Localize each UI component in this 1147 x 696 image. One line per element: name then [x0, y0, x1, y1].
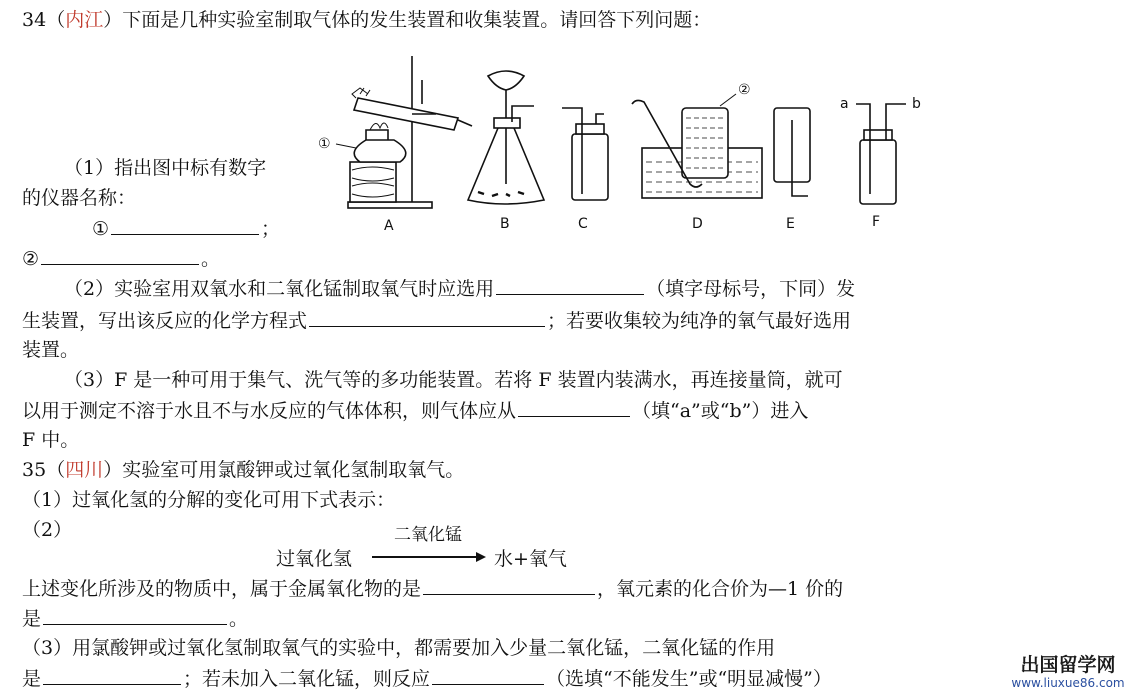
q35-intro: 实验室可用氯酸钾或过氧化氢制取氧气。: [122, 459, 465, 481]
watermark-url: www.liuxue86.com: [1011, 676, 1125, 690]
q35-region: 四川: [65, 459, 104, 481]
apparatus-figure: [300, 44, 940, 244]
answer-blank-8[interactable]: [43, 666, 181, 685]
label-c: C: [578, 216, 588, 232]
q35-title: 35（四川）实验室可用氯酸钾或过氧化氢制取氧气。: [22, 459, 465, 481]
q34-region: 内江: [65, 9, 104, 31]
apparatus-a: [336, 56, 472, 208]
q34-blank1-line: ① ；: [92, 218, 281, 240]
q35-part2-label: （2）: [22, 519, 73, 541]
label-f: F: [872, 214, 881, 230]
q34-title: 34（内江）下面是几种实验室制取气体的发生装置和收集装置。请回答下列问题：: [22, 9, 712, 31]
eq-reactant: 过氧化氢: [276, 548, 353, 570]
q35-part3-line2: 是 ；若未加入二氧化锰，则反应 （选填“不能发生”或“明显减慢”）: [22, 668, 832, 690]
apparatus-f: [856, 104, 906, 204]
answer-blank-1[interactable]: [111, 216, 259, 235]
reaction-arrow: [372, 550, 488, 564]
q35-number: 35: [22, 459, 47, 481]
q35-part1: （1）过氧化氢的分解的变化可用下式表示：: [22, 489, 396, 511]
answer-blank-4[interactable]: [309, 308, 545, 327]
port-b-label: b: [912, 96, 921, 112]
q34-number: 34: [22, 9, 47, 31]
answer-blank-6[interactable]: [423, 576, 595, 595]
q35-part2-line2: 是 。: [22, 608, 249, 630]
q35-part2-line1: 上述变化所涉及的物质中，属于金属氧化物的是 ，氧元素的化合价为—1 价的: [22, 578, 844, 600]
q34-part2-line1: （2）实验室用双氧水和二氧化锰制取氧气时应选用 （填字母标号，下同）发: [64, 278, 856, 300]
q34-part2-line3: 装置。: [22, 339, 80, 361]
answer-blank-3[interactable]: [496, 276, 644, 295]
answer-blank-2[interactable]: [41, 246, 199, 265]
answer-blank-7[interactable]: [43, 606, 227, 625]
q34-part2-line2: 生装置，写出该反应的化学方程式 ；若要收集较为纯净的氧气最好选用: [22, 310, 852, 332]
label-e: E: [786, 216, 795, 232]
eq-products: 水+氧气: [494, 548, 567, 570]
watermark-title: 出国留学网: [1020, 654, 1116, 676]
site-watermark: [993, 654, 1143, 694]
label-b: B: [500, 216, 510, 232]
q34-part1-a: （1）指出图中标有数字: [64, 157, 267, 179]
label-d: D: [692, 216, 703, 232]
q34-part3-line2: 以用于测定不溶于水且不与水反应的气体体积，则气体应从 （填“a”或“b”）进入: [22, 400, 809, 422]
q34-part3-line3: F 中。: [22, 429, 80, 451]
apparatus-d: [632, 94, 762, 198]
answer-blank-9[interactable]: [432, 666, 544, 685]
label-a: A: [384, 218, 394, 234]
q34-part3-line1: （3）F 是一种可用于集气、洗气等的多功能装置。若将 F 装置内装满水，再连接量筒，就可: [64, 369, 843, 391]
answer-blank-5[interactable]: [518, 398, 630, 417]
marker-2-label: ②: [738, 82, 751, 98]
q35-part3-line1: （3）用氯酸钾或过氧化氢制取氧气的实验中，都需要加入少量二氧化锰，二氧化锰的作用: [22, 637, 776, 659]
apparatus-c: [562, 108, 608, 200]
port-a-label: a: [840, 96, 849, 112]
eq-catalyst: 二氧化锰: [394, 525, 462, 545]
apparatus-b: [468, 71, 544, 204]
q34-part1-b: 的仪器名称：: [22, 187, 137, 209]
q34-intro: 下面是几种实验室制取气体的发生装置和收集装置。请回答下列问题：: [122, 9, 712, 31]
q34-blank2-line: ② 。: [22, 248, 221, 270]
marker-1-label: ①: [318, 136, 331, 152]
apparatus-e: [774, 108, 810, 196]
